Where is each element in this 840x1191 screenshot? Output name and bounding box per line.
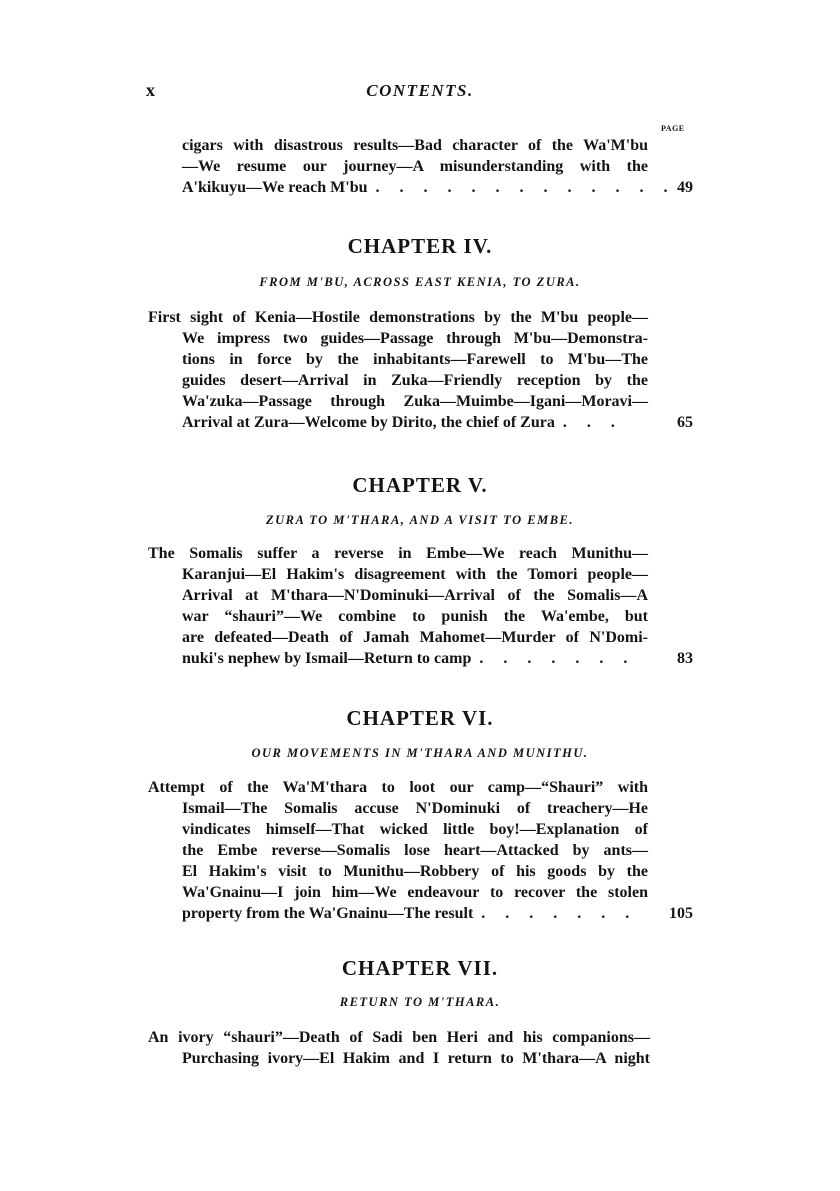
toc-line: property from the Wa'Gnainu—The result . . . . . . . 105 — [182, 905, 693, 922]
page-column-label: PAGE — [661, 124, 685, 133]
toc-line: Ismail—The Somalis accuse N'Dominuki of treachery—He — [182, 800, 648, 817]
toc-entry-chapter-vi — [148, 777, 693, 924]
toc-line: First sight of Kenia—Hostile demonstrations by the M'bu people— — [148, 309, 648, 326]
toc-line: guides desert—Arrival in Zuka—Friendly reception by the — [182, 372, 648, 389]
leader-dots: . . . . . . . — [481, 905, 638, 922]
toc-line: are defeated—Death of Jamah Mahomet—Murder of N'Domi- — [182, 629, 648, 646]
toc-page-number[interactable]: 105 — [669, 905, 693, 922]
toc-page-number[interactable]: 49 — [677, 179, 693, 196]
toc-line: We impress two guides—Passage through M'bu—Demonstra- — [182, 330, 648, 347]
toc-line: The Somalis suffer a reverse in Embe—We reach Munithu— — [148, 545, 648, 562]
toc-line: Wa'zuka—Passage through Zuka—Muimbe—Igani—Moravi— — [182, 393, 648, 410]
toc-line: cigars with disastrous results—Bad character of the Wa'M'bu — [182, 137, 648, 154]
toc-line: nuki's nephew by Ismail—Return to camp . . . . . . . 83 — [182, 650, 693, 667]
toc-line: —We resume our journey—A misunderstanding with the — [182, 158, 648, 175]
toc-line: An ivory “shauri”—Death of Sadi ben Heri and his companions— — [148, 1029, 650, 1046]
toc-line: Wa'Gnainu—I join him—We endeavour to recover the stolen — [182, 884, 648, 901]
toc-line: Arrival at M'thara—N'Dominuki—Arrival of the Somalis—A — [182, 587, 648, 604]
chapter-title: CHAPTER VII. — [341, 956, 499, 980]
chapter-title: CHAPTER VI. — [346, 706, 494, 730]
toc-line: A'kikuyu—We reach M'bu . . . . . . . . . . . . . 49 — [182, 179, 693, 196]
toc-line: vindicates himself—That wicked little boy!—Explanation of — [182, 821, 648, 838]
page-number: x — [146, 80, 155, 100]
chapter-subtitle: OUR MOVEMENTS IN M'THARA AND MUNITHU. — [251, 746, 589, 760]
toc-entry-chapter-v — [148, 543, 693, 669]
toc-line: Purchasing ivory—El Hakim and I return to M'thara—A night — [182, 1050, 650, 1067]
toc-line: Karanjui—El Hakim's disagreement with the Tomori people— — [182, 566, 648, 583]
chapter-subtitle: RETURN TO M'THARA. — [339, 995, 501, 1009]
leader-dots: . . . . . . . . . . . . . — [375, 179, 676, 196]
toc-page-number[interactable]: 65 — [677, 414, 693, 431]
toc-line: war “shauri”—We combine to punish the Wa'embe, but — [182, 608, 648, 625]
chapter-title: CHAPTER V. — [352, 473, 488, 497]
chapter-subtitle: ZURA TO M'THARA, AND A VISIT TO EMBE. — [266, 513, 574, 527]
leader-dots: . . . — [562, 414, 623, 431]
toc-line: Attempt of the Wa'M'thara to loot our camp—“Shauri” with — [148, 779, 648, 796]
running-title: CONTENTS. — [366, 81, 474, 100]
toc-entry-carryover — [148, 135, 693, 198]
toc-entry-chapter-vii — [148, 1027, 693, 1069]
leader-dots: . . . . . . . — [479, 650, 636, 667]
toc-entry-chapter-iv — [148, 307, 693, 433]
toc-line: El Hakim's visit to Munithu—Robbery of his goods by the — [182, 863, 648, 880]
toc-line: tions in force by the inhabitants—Farewell to M'bu—The — [182, 351, 648, 368]
chapter-title: CHAPTER IV. — [347, 234, 493, 258]
chapter-subtitle: FROM M'BU, ACROSS EAST KENIA, TO ZURA. — [259, 275, 581, 289]
toc-line: Arrival at Zura—Welcome by Dirito, the chief of Zura . . . 65 — [182, 414, 693, 431]
toc-page-number[interactable]: 83 — [677, 650, 693, 667]
toc-line: the Embe reverse—Somalis lose heart—Attacked by ants— — [182, 842, 648, 859]
